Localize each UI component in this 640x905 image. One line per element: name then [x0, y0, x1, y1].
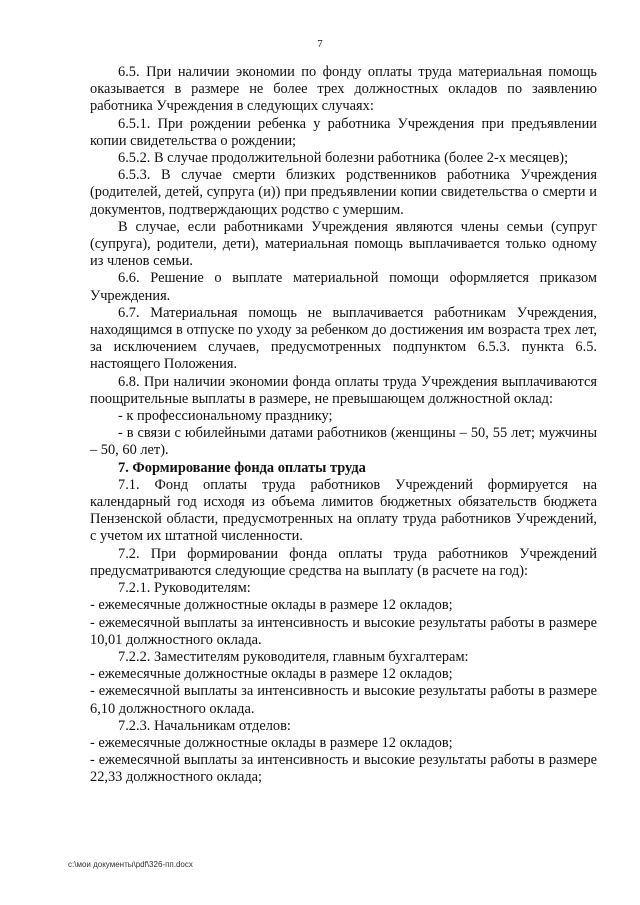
list-item-chiefs-salary: - ежемесячные должностные оклады в размере 12 окладов;	[90, 734, 453, 751]
section-heading: 7. Формирование фонда оплаты труда	[118, 459, 366, 476]
list-item-heads-salary: - ежемесячные должностные оклады в размере 12 окладов;	[90, 597, 453, 614]
paragraph-6-5-1: 6.5.1. При рождении ребенка у работника Учреждения при предъявлении копии свидетельства о рождении;	[90, 115, 597, 149]
list-item-deputies-salary: - ежемесячные должностные оклады в размере 12 окладов;	[90, 666, 453, 683]
paragraph-7-1: 7.1. Фонд оплаты труда работников Учреждений формируется на календарный год исходя из объема лимитов бюджетных обязательств бюджета Пензенской области, предусмотренных на оплату труда работников Учреждений, с учетом их штатной численности.	[90, 476, 597, 545]
page-number: 7	[317, 38, 323, 50]
paragraph-family-members: В случае, если работниками Учреждения являются члены семьи (супруг (супруга), родители, дети), материальная помощь выплачивается только одному из членов семьи.	[90, 218, 597, 270]
list-item-holiday: - к профессиональному празднику;	[118, 408, 333, 425]
paragraph-6-5-2: 6.5.2. В случае продолжительной болезни работника (более 2-х месяцев);	[118, 150, 569, 167]
paragraph-6-8: 6.8. При наличии экономии фонда оплаты труда Учреждения выплачиваются поощрительные выплаты в размере, не превышающем должностной оклад:	[90, 373, 597, 407]
paragraph-7-2-3: 7.2.3. Начальникам отделов:	[118, 717, 291, 734]
paragraph-6-7: 6.7. Материальная помощь не выплачивается работникам Учреждения, находящимся в отпуске по уходу за ребенком до достижения им возраста трех лет, за исключением случаев, предусмотренных подпунктом 6.5.3. пункта 6.5. настоящего Положения.	[90, 304, 597, 373]
paragraph-7-2-2: 7.2.2. Заместителям руководителя, главным бухгалтерам:	[118, 648, 469, 665]
paragraph-6-6: 6.6. Решение о выплате материальной помощи оформляется приказом Учреждения.	[90, 270, 597, 304]
paragraph-6-5: 6.5. При наличии экономии по фонду оплаты труда материальная помощь оказывается в размере не более трех должностных окладов по заявлению работника Учреждения в следующих случаях:	[90, 64, 597, 115]
list-item-heads-bonus: - ежемесячной выплаты за интенсивность и высокие результаты работы в размере 10,01 должностного оклада.	[90, 614, 597, 648]
list-item-deputies-bonus: - ежемесячной выплаты за интенсивность и высокие результаты работы в размере 6,10 должностного оклада.	[90, 683, 597, 717]
footer-file-path: c:\мои документы\pdf\326-пп.docx	[68, 860, 193, 869]
document-body	[90, 64, 597, 787]
paragraph-7-2-1: 7.2.1. Руководителям:	[118, 580, 251, 597]
paragraph-7-2: 7.2. При формировании фонда оплаты труда работников Учреждений предусматриваются следующие средства на выплату (в расчете на год):	[90, 545, 597, 579]
list-item-anniversary: - в связи с юбилейными датами работников (женщины – 50, 55 лет; мужчины – 50, 60 лет).	[90, 425, 597, 459]
paragraph-6-5-3: 6.5.3. В случае смерти близких родственников работника Учреждения (родителей, детей, супруга (и)) при предъявлении копии свидетельства о смерти и документов, подтверждающих родство с умершим.	[90, 167, 597, 218]
list-item-chiefs-bonus: - ежемесячной выплаты за интенсивность и высокие результаты работы в размере 22,33 должностного оклада;	[90, 752, 597, 786]
